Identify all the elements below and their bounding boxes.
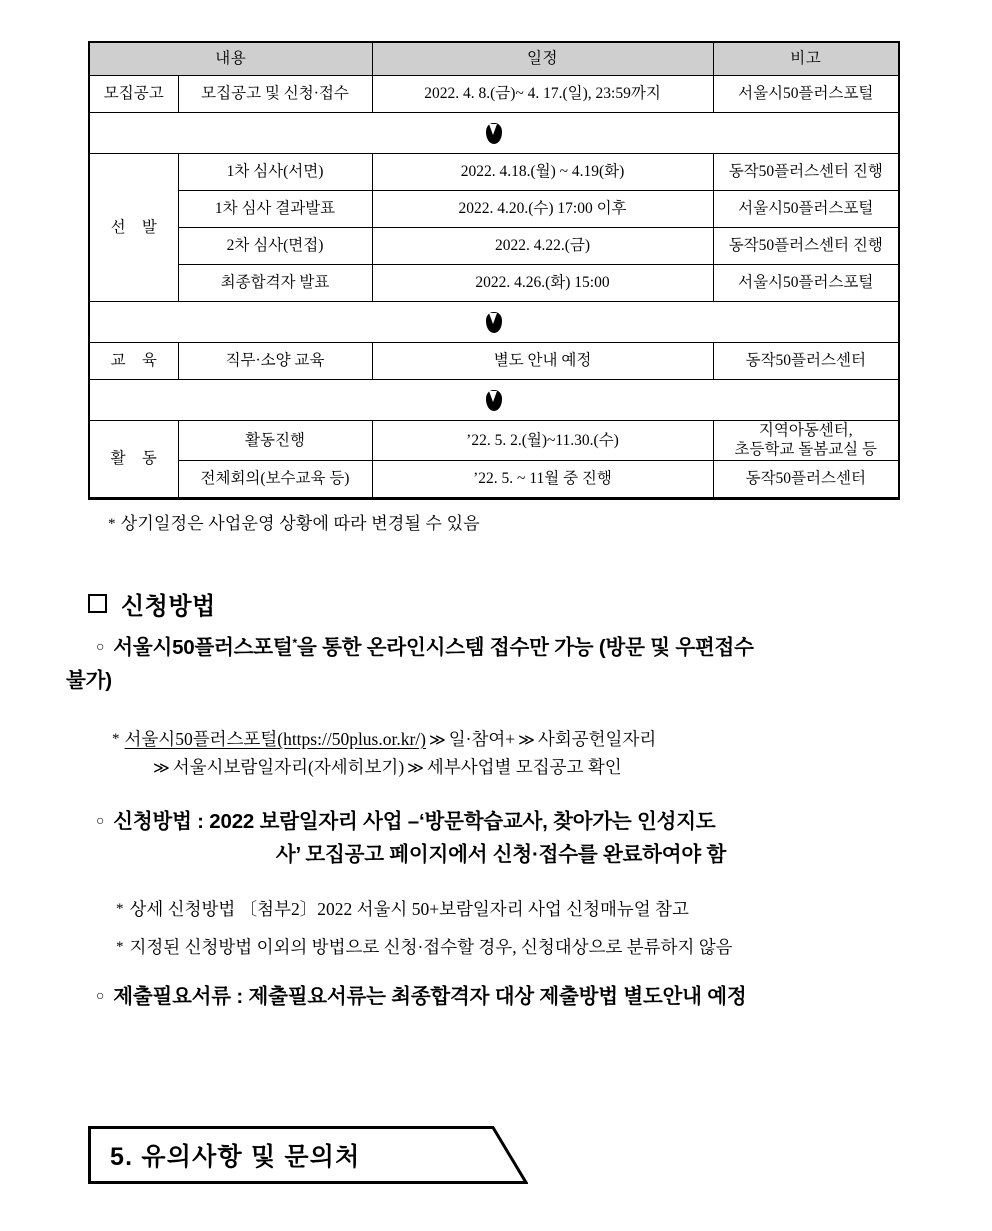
path-separator-icon: ≫ bbox=[518, 732, 535, 749]
cell-remark: 서울시50플러스포털 bbox=[713, 265, 899, 302]
cell-content: 전체회의(보수교육 등) bbox=[178, 460, 372, 498]
bullet-line-2: 사’ 모집공고 페이지에서 신청·접수를 완료하여야 함 bbox=[275, 842, 727, 866]
path-separator-icon: ≫ bbox=[407, 760, 424, 778]
circle-bullet-icon: ○ bbox=[96, 987, 105, 1003]
table-row bbox=[89, 191, 899, 228]
arrow-cell bbox=[89, 302, 899, 343]
arrow-cell bbox=[89, 380, 899, 421]
arrow-separator-row bbox=[89, 113, 899, 154]
bullet-required-documents bbox=[96, 982, 926, 1011]
cell-schedule: 2022. 4.20.(수) 17:00 이후 bbox=[372, 191, 713, 228]
cell-remark-line1: 지역아동센터, bbox=[758, 422, 853, 439]
column-header-content: 내용 bbox=[89, 42, 372, 76]
path-step-4: 세부사업별 모집공고 확인 bbox=[426, 757, 622, 778]
cell-schedule: ’22. 5. 2.(월)~11.30.(수) bbox=[372, 421, 713, 461]
asterisk-marker: * bbox=[112, 731, 120, 747]
arrow-separator-row bbox=[89, 302, 899, 343]
superscript-asterisk: * bbox=[292, 636, 297, 650]
bullet-application-method bbox=[96, 807, 926, 869]
cell-content: 1차 심사(서면) bbox=[178, 154, 372, 191]
arrow-separator-row bbox=[89, 380, 899, 421]
note-manual-reference bbox=[116, 896, 689, 921]
portal-name: 서울시50플러스포털 bbox=[113, 636, 293, 659]
cell-remark: 동작50플러스센터 bbox=[713, 343, 899, 380]
cell-schedule: 2022. 4.26.(화) 15:00 bbox=[372, 265, 713, 302]
table-header-row bbox=[89, 42, 899, 76]
cell-content: 활동진행 bbox=[178, 421, 372, 461]
schedule-table bbox=[88, 41, 900, 500]
column-header-remark: 비고 bbox=[713, 42, 899, 76]
row-category-recruit-notice: 모집공고 bbox=[89, 76, 178, 113]
arrow-cell bbox=[89, 113, 899, 154]
cell-remark: 서울시50플러스포털 bbox=[713, 76, 899, 113]
table-row bbox=[89, 343, 899, 380]
bullet-line-1 bbox=[96, 633, 926, 662]
asterisk-marker: * bbox=[108, 516, 116, 532]
cell-schedule: 2022. 4.18.(월) ~ 4.19(화) bbox=[372, 154, 713, 191]
circle-bullet-icon: ○ bbox=[96, 812, 105, 828]
table-row bbox=[89, 421, 899, 461]
cell-remark bbox=[713, 421, 899, 461]
portal-path-note bbox=[112, 727, 922, 781]
table-footnote bbox=[108, 509, 480, 534]
path-step-2: 사회공헌일자리 bbox=[537, 729, 657, 749]
cell-remark-line2: 초등학교 돌봄교실 등 bbox=[734, 441, 878, 459]
section-heading-label: 신청방법 bbox=[121, 593, 216, 620]
row-category-activity: 활 동 bbox=[89, 421, 178, 499]
circle-bullet-icon: ○ bbox=[96, 638, 105, 654]
asterisk-marker: * bbox=[116, 939, 124, 955]
cell-remark: 동작50플러스센터 진행 bbox=[713, 154, 899, 191]
down-arrow-icon bbox=[486, 390, 502, 411]
path-step-1: 일·참여+ bbox=[448, 729, 516, 749]
column-header-schedule: 일정 bbox=[372, 42, 713, 76]
note-manual-reference-text: 상세 신청방법 〔첨부2〕2022 서울시 50+보람일자리 사업 신청매뉴얼 참고 bbox=[129, 899, 689, 919]
down-arrow-icon bbox=[486, 123, 502, 144]
bullet-line-1-text: 신청방법 : 2022 보람일자리 사업 –‘방문학습교사, 찾아가는 인성지도 bbox=[113, 810, 716, 833]
cell-content: 최종합격자 발표 bbox=[178, 265, 372, 302]
row-category-selection: 선 발 bbox=[89, 154, 178, 302]
cell-content: 직무·소양 교육 bbox=[178, 343, 372, 380]
banner-label: 5. 유의사항 및 문의처 bbox=[110, 1143, 361, 1171]
row-category-education: 교 육 bbox=[89, 343, 178, 380]
down-arrow-icon bbox=[486, 312, 502, 333]
path-separator-icon: ≫ bbox=[429, 732, 446, 749]
section-heading-application-method bbox=[88, 586, 216, 621]
cell-content: 모집공고 및 신청·접수 bbox=[178, 76, 372, 113]
note-invalid-method-text: 지정된 신청방법 이외의 방법으로 신청·접수할 경우, 신청대상으로 분류하지 않음 bbox=[129, 937, 733, 957]
bullet-line-1 bbox=[96, 807, 926, 837]
schedule-table-wrapper bbox=[88, 41, 898, 500]
cell-schedule: ’22. 5. ~ 11월 중 진행 bbox=[372, 460, 713, 498]
bullet-line-1-rest: 을 통한 온라인시스템 접수만 가능 (방문 및 우편접수 bbox=[296, 636, 754, 659]
cell-schedule: 2022. 4. 8.(금)~ 4. 17.(일), 23:59까지 bbox=[372, 76, 713, 113]
table-footnote-text: 상기일정은 사업운영 상황에 따라 변경될 수 있음 bbox=[120, 514, 480, 533]
bullet-line-2: 불가) bbox=[66, 669, 112, 693]
square-bullet-icon bbox=[88, 594, 107, 613]
path-step-3: 서울시보람일자리(자세히보기) bbox=[172, 757, 405, 778]
cell-content: 2차 심사(면접) bbox=[178, 228, 372, 265]
bullet-required-documents-text: 제출필요서류 : 제출필요서류는 최종합격자 대상 제출방법 별도안내 예정 bbox=[113, 985, 747, 1008]
table-row bbox=[89, 76, 899, 113]
portal-path-line-1 bbox=[112, 729, 656, 749]
cell-schedule: 2022. 4.22.(금) bbox=[372, 228, 713, 265]
section-banner-notices bbox=[88, 1126, 528, 1184]
table-row bbox=[89, 265, 899, 302]
asterisk-marker: * bbox=[116, 901, 124, 917]
cell-content: 1차 심사 결과발표 bbox=[178, 191, 372, 228]
cell-remark: 동작50플러스센터 진행 bbox=[713, 228, 899, 265]
portal-url-link[interactable]: 서울시50플러스포털(https://50plus.or.kr/) bbox=[124, 729, 426, 749]
cell-remark: 서울시50플러스포털 bbox=[713, 191, 899, 228]
bullet-online-application bbox=[66, 633, 926, 695]
table-row bbox=[89, 460, 899, 498]
path-separator-icon: ≫ bbox=[153, 760, 170, 778]
cell-remark: 동작50플러스센터 bbox=[713, 460, 899, 498]
portal-path-line-2 bbox=[150, 755, 922, 780]
table-row bbox=[89, 154, 899, 191]
note-invalid-method bbox=[116, 934, 733, 959]
table-row bbox=[89, 228, 899, 265]
cell-schedule: 별도 안내 예정 bbox=[372, 343, 713, 380]
